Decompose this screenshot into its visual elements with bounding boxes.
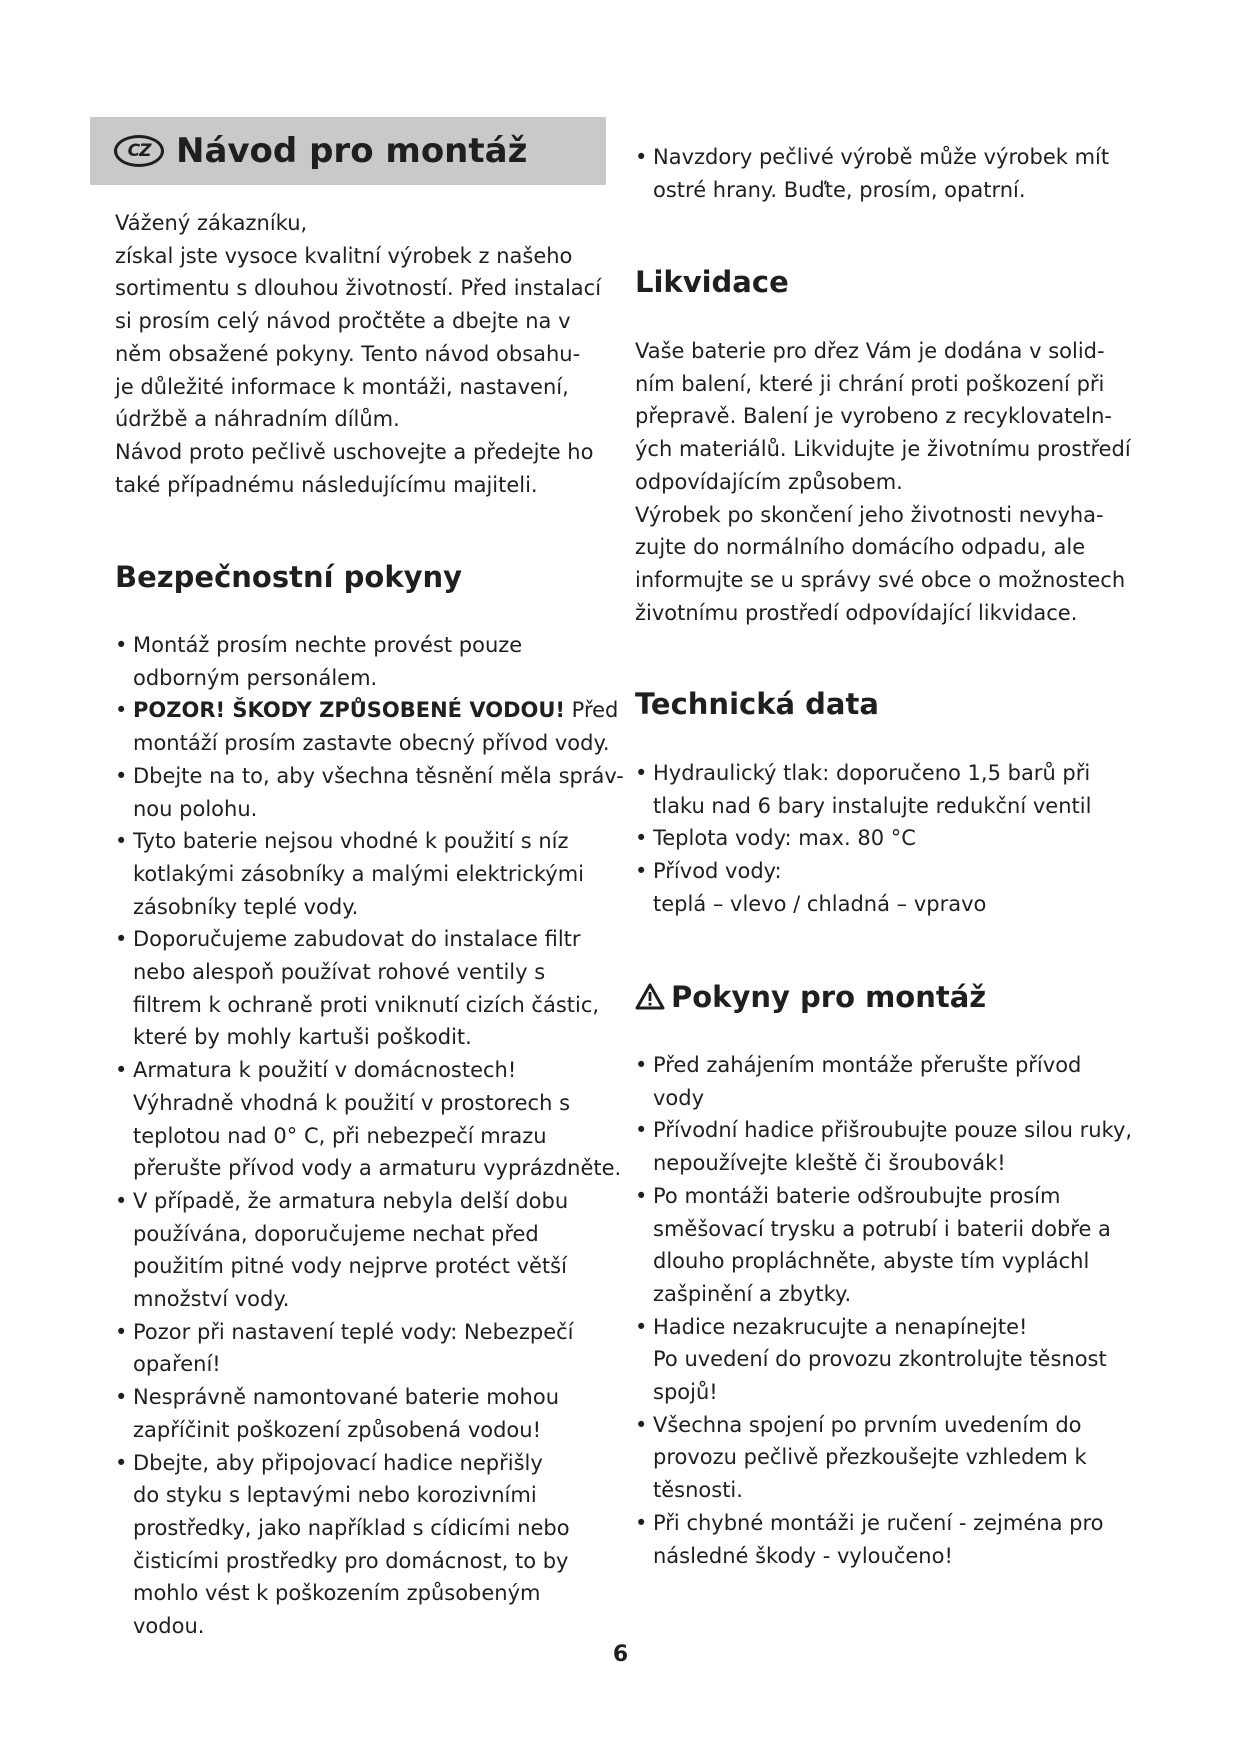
list-item-line: spojů!	[653, 1380, 718, 1405]
list-item-line: filtrem k ochraně proti vniknutí cizích částic,	[133, 992, 600, 1017]
intro-line: údržbě a náhradním dílům.	[115, 407, 400, 432]
list-item-line: ostré hrany. Buďte, prosím, opatrní.	[653, 177, 1026, 202]
list-item-line: čisticími prostředky pro domácnost, to by	[133, 1548, 569, 1573]
warning-rest-text: Před	[565, 698, 619, 723]
list-item-line: • Přívodní hadice přišroubujte pouze silou ruky,	[653, 1118, 1133, 1143]
list-item	[635, 141, 1109, 206]
list-item-line: nou polohu.	[133, 796, 258, 821]
list-item-line: • Armatura k použití v domácnostech!	[133, 1058, 517, 1083]
disposal-line: Vaše baterie pro dřez Vám je dodána v solid-	[635, 339, 1105, 363]
list-item-line: • Při chybné montáži je ručení - zejména pro	[653, 1510, 1104, 1535]
list-item-line: teplotou nad 0° C, při nebezpečí mrazu	[133, 1123, 547, 1148]
list-item-line: zásobníky teplé vody.	[133, 894, 359, 919]
list-item-line: kotlakými zásobníky a malými elektrickými	[133, 861, 584, 886]
list-item-line: následné škody - vyloučeno!	[653, 1543, 953, 1568]
list-item	[115, 1054, 624, 1185]
intro-line: také případnému následujícímu majiteli.	[115, 472, 538, 497]
list-item-line: • Tyto baterie nejsou vhodné k použití s níz	[133, 829, 569, 854]
list-item-line: montáží prosím zastavte obecný přívod vody.	[133, 731, 610, 756]
list-item-line: opaření!	[133, 1352, 221, 1377]
list-item-line: • Navzdory pečlivé výrobě může výrobek mít	[653, 145, 1110, 169]
list-item-line: • Hadice nezakrucujte a nenapínejte!	[653, 1314, 1028, 1339]
top-right-list	[635, 141, 1109, 206]
list-item-line: • Teplota vody: max. 80 °C	[653, 826, 916, 851]
disposal-line: přepravě. Balení je vyrobeno z recyklovateln-	[635, 404, 1112, 429]
list-item	[635, 1180, 1132, 1311]
list-item	[635, 855, 1091, 920]
list-item	[115, 825, 624, 923]
list-item-line: zapříčinit poškození způsobená vodou!	[133, 1417, 542, 1442]
list-item-line: • V případě, že armatura nebyla delší dobu	[133, 1188, 569, 1213]
list-item	[115, 760, 624, 825]
disposal-line: ním balení, které ji chrání proti poškození při	[635, 371, 1105, 396]
list-item	[635, 1311, 1132, 1409]
warning-triangle-icon	[635, 983, 665, 1010]
list-item-line: tlaku nad 6 bary instalujte redukční ventil	[653, 793, 1092, 818]
list-item	[115, 1316, 624, 1381]
list-item-line: teplá – vlevo / chladná – vpravo	[653, 891, 987, 916]
list-item-line: které by mohly kartuši poškodit.	[133, 1025, 472, 1050]
list-item-line: • Dbejte, aby připojovací hadice nepřišly	[133, 1450, 543, 1475]
list-item-line: • Montáž prosím nechte provést pouze	[133, 633, 523, 657]
list-item-line: • Dbejte na to, aby všechna těsnění měla správ-	[133, 763, 624, 788]
disposal-line: odpovídajícím způsobem.	[635, 469, 903, 494]
list-item-line: prostředky, jako například s cídicími nebo	[133, 1515, 570, 1540]
mounting-list	[635, 1049, 1132, 1572]
list-item-line: do styku s leptavými nebo korozivními	[133, 1483, 537, 1508]
list-item-line: nebo alespoň používat rohové ventily s	[133, 960, 546, 985]
list-item-line: Výhradně vhodná k použití v prostorech s	[133, 1090, 571, 1115]
list-item-line: Po uvedení do provozu zkontrolujte těsnost	[653, 1347, 1107, 1372]
intro-line: Návod proto pečlivě uschovejte a předejte ho	[115, 439, 594, 464]
list-item	[115, 629, 624, 694]
disposal-line: ých materiálů. Likvidujte je životnímu prostředí	[635, 437, 1131, 462]
disposal-text	[635, 335, 1131, 629]
list-item-line: vody	[653, 1085, 705, 1110]
list-item	[635, 1049, 1132, 1114]
list-item	[115, 1447, 624, 1643]
list-item	[635, 822, 1091, 855]
list-item	[115, 1185, 624, 1316]
disposal-line: informujte se u správy své obce o možnostech	[635, 567, 1126, 592]
list-item	[635, 1507, 1132, 1572]
intro-line: sortimentu s dlouhou životností. Před instalací	[115, 276, 602, 301]
list-item-line: těsnosti.	[653, 1478, 743, 1503]
list-item-line: vodou.	[133, 1614, 205, 1639]
list-item	[115, 1381, 624, 1446]
list-item	[635, 757, 1091, 822]
intro-line: je důležité informace k montáži, nastavení,	[115, 374, 569, 399]
disposal-line: životnímu prostředí odpovídající likvidace.	[635, 600, 1078, 625]
list-item-line: • Nesprávně namontované baterie mohou	[133, 1385, 559, 1410]
list-item-line: dlouho propláchněte, abyste tím vypláchl	[653, 1249, 1090, 1274]
list-item-line: provozu pečlivě přezkoušejte vzhledem k	[653, 1445, 1087, 1470]
disposal-line: zujte do normálního domácího odpadu, ale	[635, 535, 1086, 560]
list-item-line: • Po montáži baterie odšroubujte prosím	[653, 1183, 1061, 1208]
mounting-heading	[635, 980, 986, 1014]
intro-line: získal jste vysoce kvalitní výrobek z našeho	[115, 243, 573, 268]
list-item-line: směšovací trysku a potrubí i baterii dobře a	[653, 1216, 1111, 1241]
title-banner	[90, 117, 606, 185]
list-item-line: nepoužívejte kleště či šroubovák!	[653, 1151, 1006, 1176]
mounting-heading-text: Pokyny pro montáž	[671, 980, 987, 1014]
intro-line: si prosím celý návod pročtěte a dbejte na v	[115, 309, 571, 334]
list-item-line: přerušte přívod vody a armaturu vyprázdněte.	[133, 1156, 622, 1181]
list-item-line: zašpinění a zbytky.	[653, 1281, 852, 1306]
list-item	[115, 694, 624, 759]
list-item-line: • Doporučujeme zabudovat do instalace filtr	[133, 927, 581, 952]
list-item-line: používána, doporučujeme nechat před	[133, 1221, 539, 1246]
list-item	[635, 1114, 1132, 1179]
intro-line: něm obsažené pokyny. Tento návod obsahu-	[115, 341, 581, 366]
disposal-line: Výrobek po skončení jeho životnosti nevyha-	[635, 502, 1104, 527]
list-item-line: odborným personálem.	[133, 665, 378, 690]
page-number: 6	[612, 1642, 629, 1667]
country-code-badge: CZ	[114, 135, 164, 167]
tech-list	[635, 757, 1091, 921]
list-item	[115, 923, 624, 1054]
intro-line: Vážený zákazníku,	[115, 211, 308, 235]
page-title: Návod pro montáž	[176, 131, 528, 171]
tech-heading: Technická data	[635, 687, 879, 721]
list-item	[635, 1409, 1132, 1507]
list-item-line: • Všechna spojení po prvním uvedením do	[653, 1412, 1082, 1437]
safety-heading: Bezpečnostní pokyny	[115, 560, 463, 594]
disposal-heading: Likvidace	[635, 265, 789, 299]
list-item-line: použitím pitné vody nejprve protéct větší	[133, 1254, 567, 1279]
list-item-line: • Hydraulický tlak: doporučeno 1,5 barů při	[653, 761, 1091, 785]
safety-list	[115, 629, 624, 1643]
list-item-line: • Pozor při nastavení teplé vody: Nebezpečí	[133, 1319, 574, 1344]
list-item-line: množství vody.	[133, 1287, 290, 1312]
list-item-line: mohlo vést k poškozením způsobeným	[133, 1581, 541, 1606]
intro-text	[115, 207, 601, 501]
list-item-line: • Před zahájením montáže přerušte přívod	[653, 1053, 1082, 1077]
warning-bold-text: POZOR! ŠKODY ZPŮSOBENÉ VODOU!	[133, 698, 565, 723]
list-item-line: • Přívod vody:	[653, 859, 782, 884]
